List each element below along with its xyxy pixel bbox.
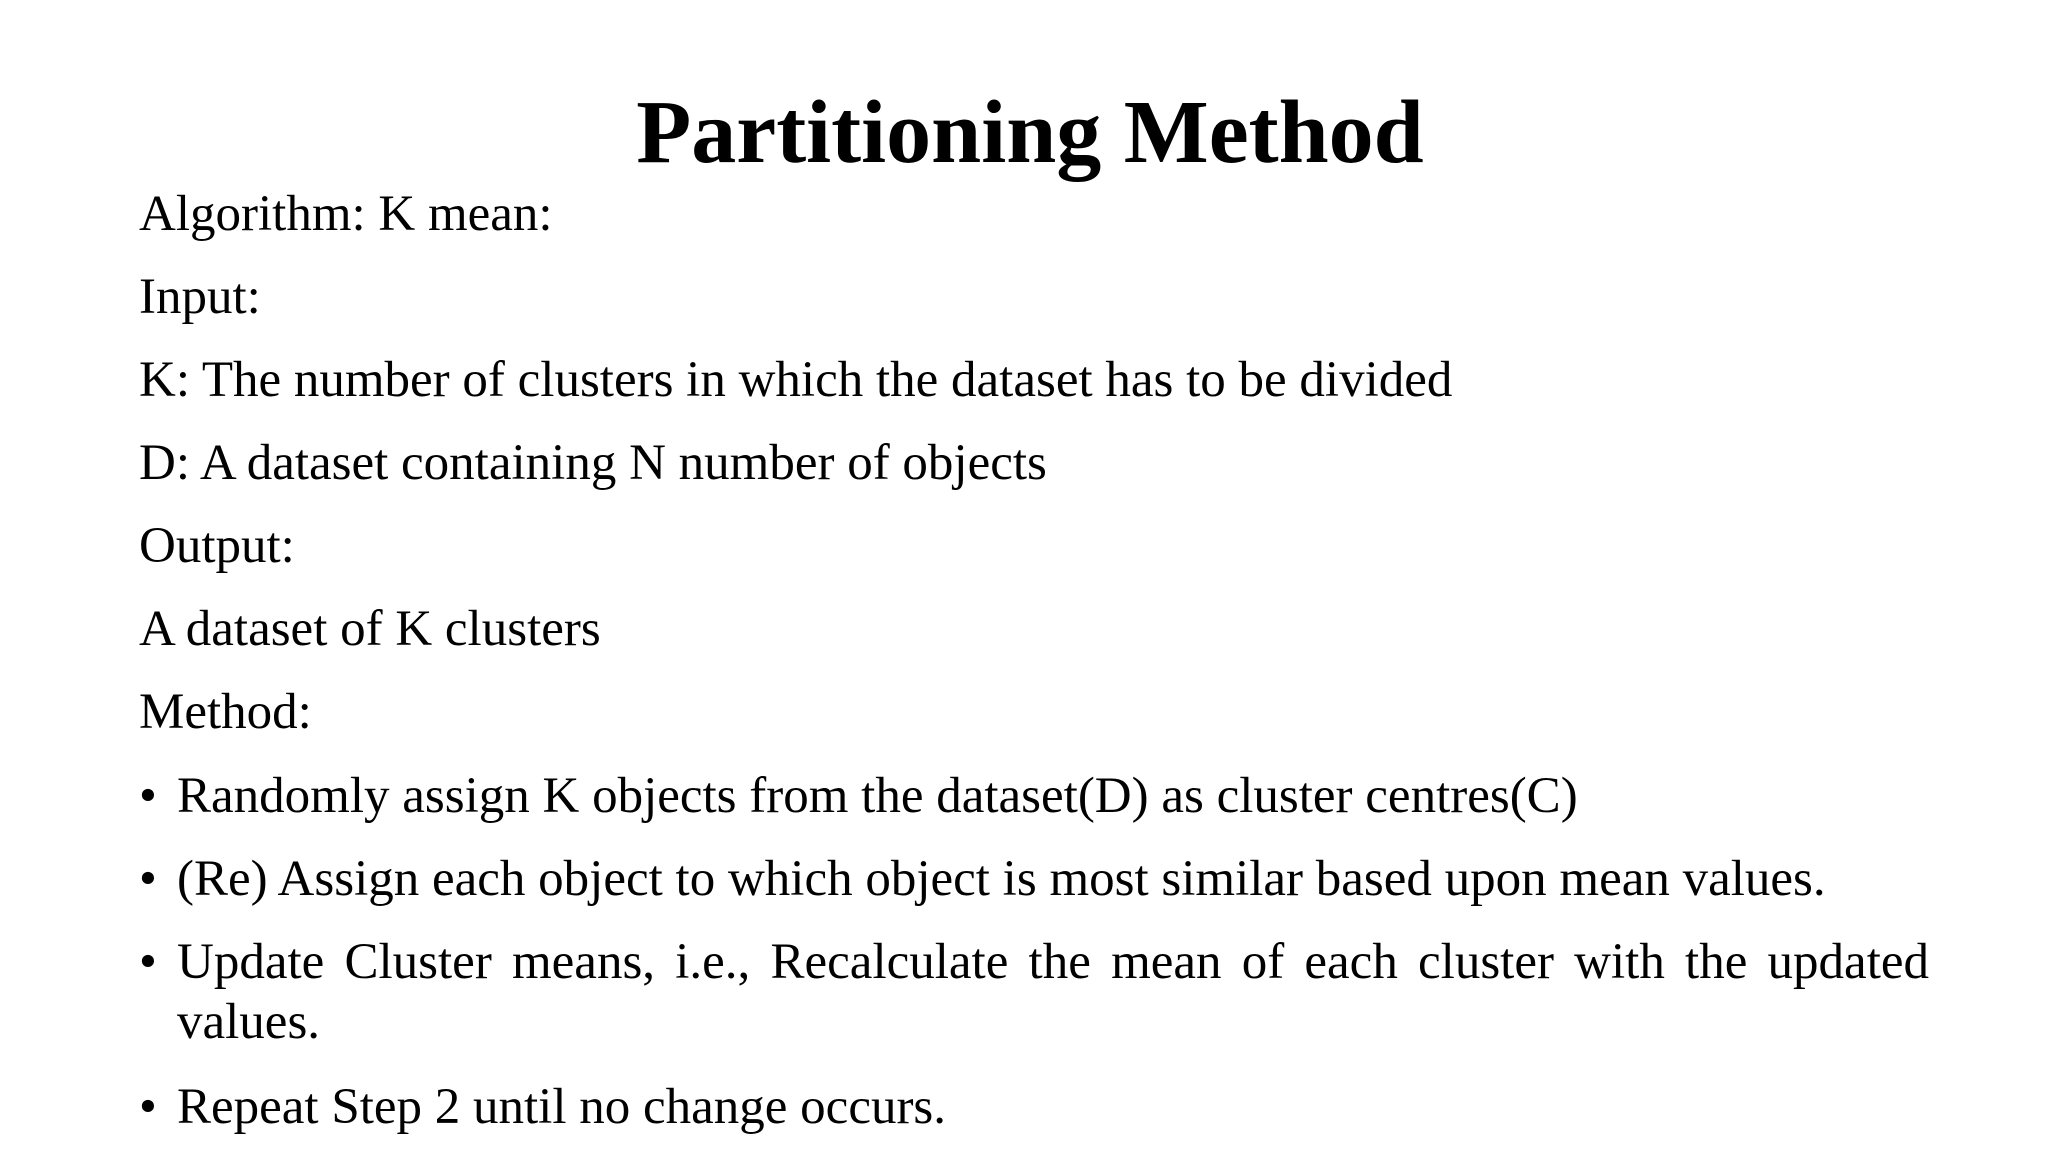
method-heading: Method:	[139, 684, 312, 740]
bullet-dot: •	[139, 1079, 157, 1135]
method-step-text: Randomly assign K objects from the dataset(D) as cluster centres(C)	[177, 768, 1578, 824]
algorithm-line: Algorithm: K mean:	[139, 186, 553, 242]
output-heading: Output:	[139, 518, 295, 574]
method-step-1	[139, 766, 1929, 826]
bullet-dot: •	[139, 934, 157, 990]
bullet-dot: •	[139, 851, 157, 907]
method-step-text: Update Cluster means, i.e., Recalculate the mean of each cluster with the updated values.	[177, 934, 1929, 1050]
bullet-dot: •	[139, 768, 157, 824]
method-step-4	[139, 1077, 1929, 1137]
method-step-text: Repeat Step 2 until no change occurs.	[177, 1079, 947, 1135]
input-k-line: K: The number of clusters in which the dataset has to be divided	[139, 352, 1453, 408]
method-step-text: (Re) Assign each object to which object is most similar based upon mean values.	[177, 851, 1826, 907]
slide-title: Partitioning Method	[636, 83, 1424, 182]
input-heading: Input:	[139, 269, 261, 325]
input-d-line: D: A dataset containing N number of objects	[139, 435, 1047, 491]
output-line: A dataset of K clusters	[139, 601, 601, 657]
method-step-3	[139, 932, 1929, 1052]
method-step-2	[139, 849, 1929, 909]
